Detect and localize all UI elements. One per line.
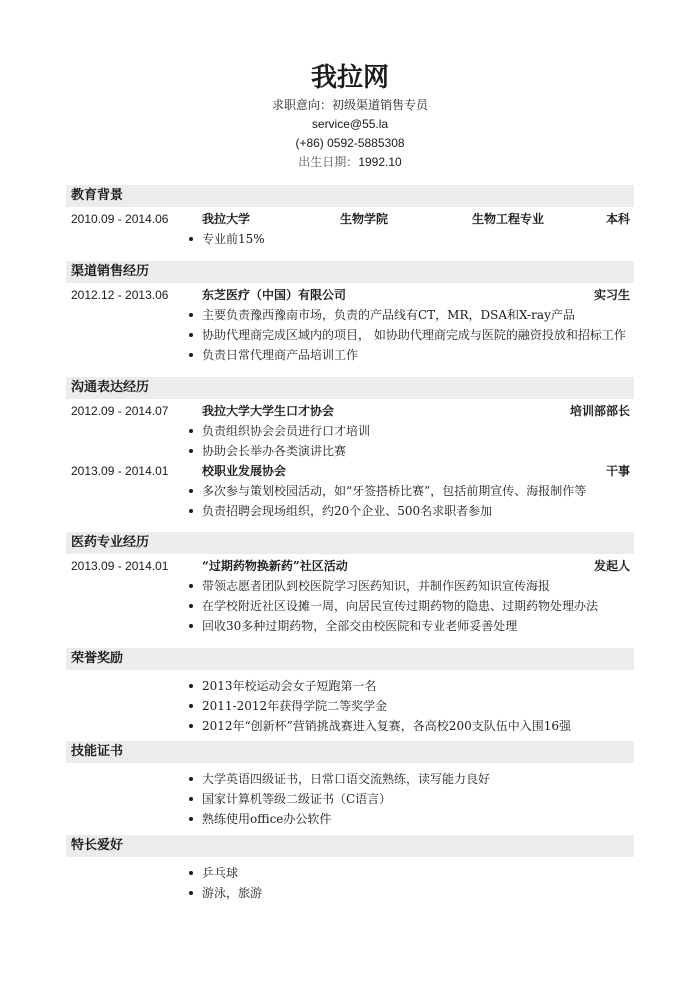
bullet-list [66,421,634,461]
list-item: 大学英语四级证书，日常口语交流熟练，读写能力良好 [202,769,634,789]
bullet-icon [189,871,193,875]
list-item: 熟练使用office办公软件 [202,809,634,829]
section-title: 荣誉奖励 [66,648,634,670]
college-name: 生物学院 [340,212,389,226]
candidate-name: 我拉网 [310,63,389,93]
section-skills [66,741,634,829]
section-title: 渠道销售经历 [66,261,634,283]
bullet-list [66,676,634,736]
bullet-icon [189,429,193,433]
list-item: 在学校附近社区设摊一周，向居民宣传过期药物的隐患、过期药物处理办法 [202,596,634,616]
list-item: 2013年校运动会女子短跑第一名 [202,676,634,696]
birth-date [0,153,700,172]
bullet-icon [189,817,193,821]
bullet-icon [189,237,193,241]
organization-name: 校职业发展协会 [202,464,287,478]
section-hobbies [66,835,634,903]
list-item: 国家计算机等级二级证书（C语言） [202,789,634,809]
bullet-icon [189,704,193,708]
birth-value: 1992.10 [358,155,402,169]
bullet-icon [189,604,193,608]
list-item: 协助会长举办各类演讲比赛 [202,441,634,461]
major-name: 生物工程专业 [472,212,545,226]
list-item: 负责组织协会会员进行口才培训 [202,421,634,441]
list-item: 负责招聘会现场组织，约20个企业、500名求职者参加 [202,501,634,521]
section-title: 技能证书 [66,741,634,763]
section-communication-experience [66,377,634,521]
list-item: 回收30多种过期药物，全部交由校医院和专业老师妥善处理 [202,616,634,636]
section-medical-experience [66,532,634,636]
bullet-icon [189,584,193,588]
bullet-icon [189,777,193,781]
degree: 本科 [605,212,630,226]
section-title: 特长爱好 [66,835,634,857]
entry-date: 2012.09 - 2014.07 [71,404,169,418]
contact-email[interactable]: service@55.la [311,117,389,131]
list-item: 协助代理商完成区域内的项目， 如协助代理商完成与医院的融资投放和招标工作 [202,325,634,345]
bullet-icon [189,797,193,801]
organization-name: “过期药物换新药”社区活动 [202,559,348,573]
list-item: 多次参与策划校园活动，如“牙签搭桥比赛”，包括前期宣传、海报制作等 [202,481,634,501]
birth-label: 出生日期： [298,155,359,169]
section-title: 沟通表达经历 [66,377,634,399]
organization-name: 我拉大学大学生口才协会 [202,404,335,418]
school-name: 我拉大学 [202,212,251,226]
organization-name: 东芝医疗（中国）有限公司 [202,288,347,302]
experience-row [66,285,634,305]
role-title: 干事 [605,464,630,478]
entry-date: 2013.09 - 2014.01 [71,559,169,573]
section-title: 医药专业经历 [66,532,634,554]
entry-date: 2010.09 - 2014.06 [71,212,169,226]
list-item: 主要负责豫西豫南市场，负责的产品线有CT，MR，DSA和X-ray产品 [202,305,634,325]
bullet-icon [189,449,193,453]
bullet-icon [189,353,193,357]
bullet-icon [189,624,193,628]
contact-phone: (+86) 0592-5885308 [295,136,405,150]
bullet-list [66,863,634,903]
education-row [66,209,634,229]
bullet-icon [189,891,193,895]
role-title: 实习生 [593,288,630,302]
role-title: 培训部部长 [569,404,630,418]
section-honors [66,648,634,736]
bullet-icon [189,509,193,513]
bullet-icon [189,489,193,493]
experience-row [66,401,634,421]
list-item: 带领志愿者团队到校医院学习医药知识，并制作医药知识宣传海报 [202,576,634,596]
job-objective: 求职意向：初级渠道销售专员 [271,98,428,112]
role-title: 发起人 [593,559,630,573]
bullet-icon [189,724,193,728]
bullet-list [66,229,634,249]
bullet-list [66,305,634,365]
entry-date: 2012.12 - 2013.06 [71,288,169,302]
list-item: 2012年“创新杯”营销挑战赛进入复赛，各高校200支队伍中入围16强 [202,716,634,736]
list-item: 专业前15% [202,229,634,249]
experience-row [66,556,634,576]
entry-date: 2013.09 - 2014.01 [71,464,169,478]
bullet-list [66,576,634,636]
list-item: 乒乓球 [202,863,634,883]
list-item: 2011-2012年获得学院二等奖学金 [202,696,634,716]
list-item: 游泳，旅游 [202,883,634,903]
bullet-icon [189,333,193,337]
bullet-list [66,481,634,521]
list-item: 负责日常代理商产品培训工作 [202,345,634,365]
resume-header [0,0,700,172]
bullet-list [66,769,634,829]
section-title: 教育背景 [66,185,634,207]
bullet-icon [189,684,193,688]
bullet-icon [189,313,193,317]
experience-row [66,461,634,481]
section-education [66,185,634,249]
section-sales-experience [66,261,634,365]
